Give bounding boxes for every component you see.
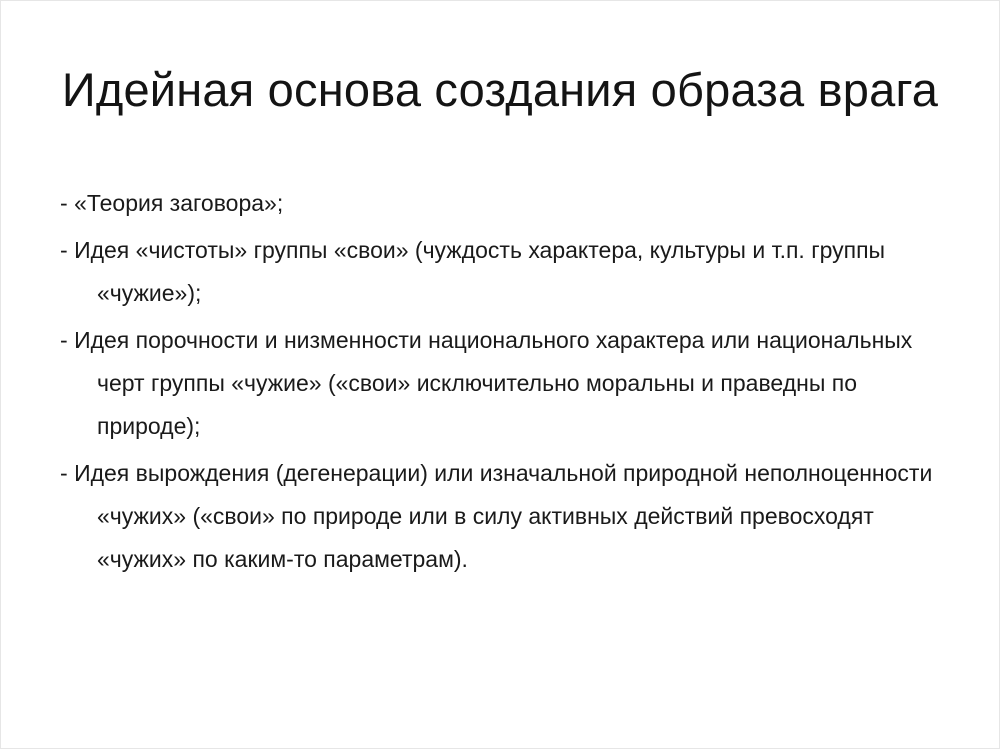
list-item-text: Идея порочности и низменности национального характера или национальных черт группы «чужие» («свои» исключительно моральны и праведны по природе); — [74, 327, 913, 439]
list-item — [60, 229, 940, 315]
bullet-list — [60, 182, 940, 585]
list-item — [60, 182, 940, 225]
bullet-marker: - — [60, 190, 68, 216]
bullet-marker: - — [60, 237, 68, 263]
list-item-text: «Теория заговора»; — [74, 190, 284, 216]
list-item-text: Идея «чистоты» группы «свои» (чуждость характера, культуры и т.п. группы «чужие»); — [74, 237, 886, 306]
bullet-marker: - — [60, 327, 68, 353]
list-item-text: Идея вырождения (дегенерации) или изначальной природной неполноценности «чужих» («свои» по природе или в силу активных действий превосходят «чужих» по каким-то параметрам). — [74, 460, 933, 572]
list-item — [60, 452, 940, 581]
bullet-marker: - — [60, 460, 68, 486]
list-item — [60, 319, 940, 448]
slide-title: Идейная основа создания образа врага — [61, 63, 939, 116]
